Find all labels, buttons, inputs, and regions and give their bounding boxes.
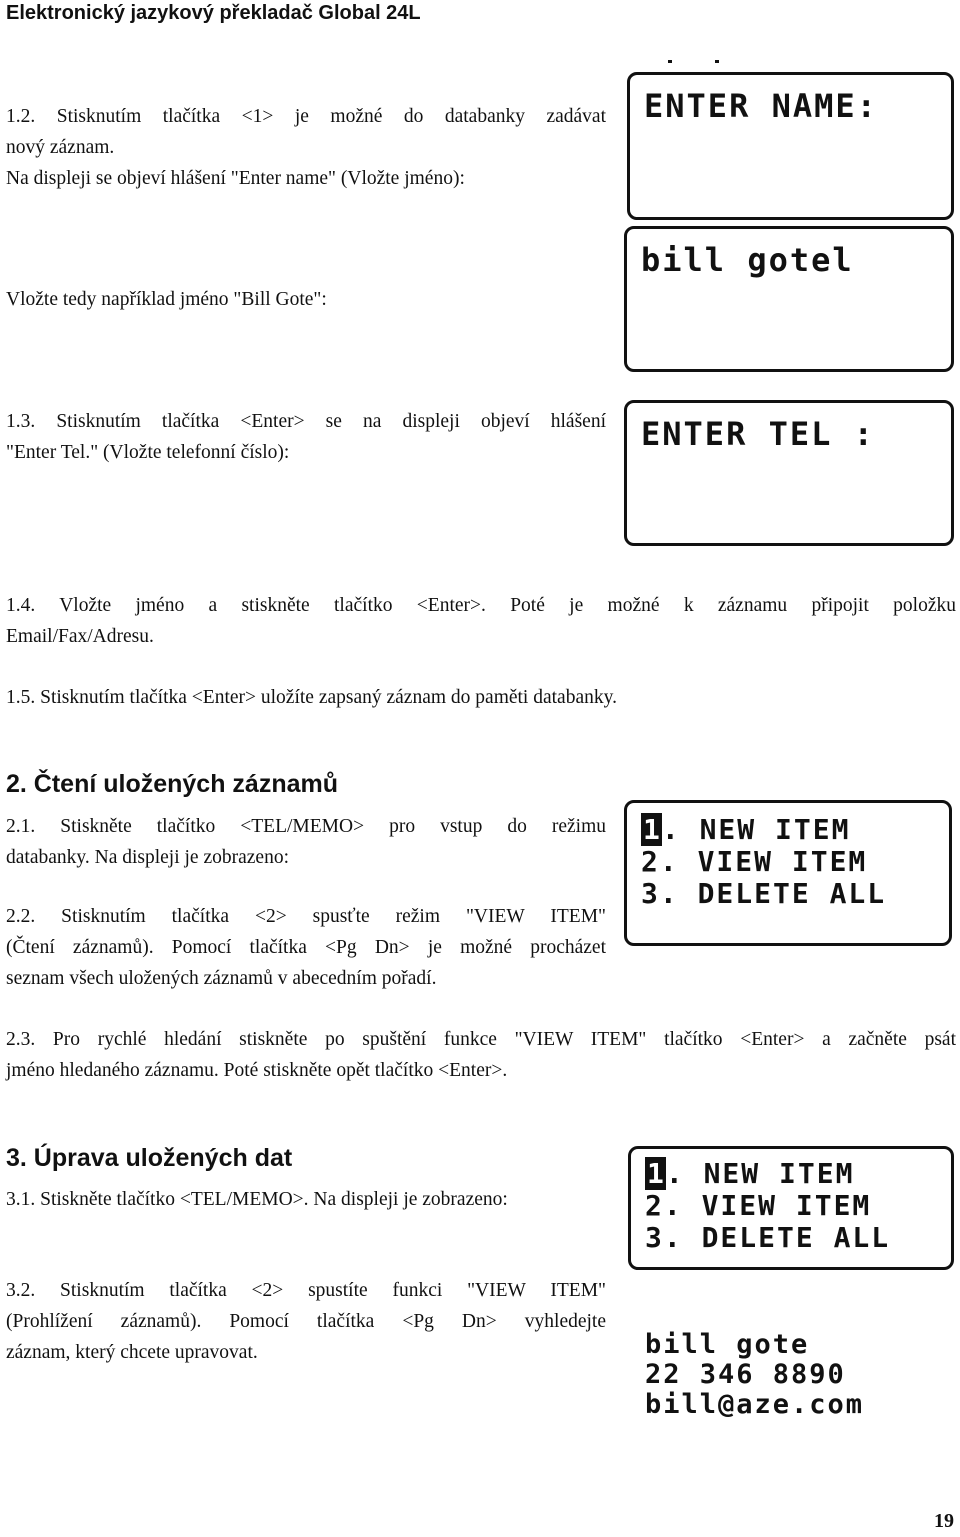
lcd-text-line: bill@aze.com [645, 1389, 865, 1420]
text-line: Na displeji se objeví hlášení "Enter name" (Vložte jméno): [6, 168, 465, 189]
text-line: seznam všech uložených záznamů v abecedním pořadí. [6, 968, 437, 989]
decorative-mark [715, 60, 719, 63]
text-line: 1.3. Stisknutím tlačítka <Enter> se na displeji objeví hlášení [6, 411, 606, 432]
text-line: (Prohlížení záznamů). Pomocí tlačítka <Pg Dn> vyhledejte [6, 1311, 606, 1332]
text-line: 1.5. Stisknutím tlačítka <Enter> uložíte zapsaný záznam do paměti databanky. [6, 687, 617, 708]
text-line: databanky. Na displeji je zobrazeno: [6, 847, 289, 868]
lcd-text-line: ENTER NAME: [644, 87, 878, 125]
paragraph-2-3 [6, 1024, 956, 1086]
lcd-enter-tel [624, 400, 954, 546]
text-line: 3.1. Stiskněte tlačítko <TEL/MEMO>. Na displeji je zobrazeno: [6, 1189, 508, 1210]
paragraph-2-2 [6, 901, 606, 994]
text-line: Vložte tedy například jméno "Bill Gote": [6, 289, 327, 310]
lcd-selected-number: 1 [647, 1157, 664, 1190]
lcd-menu-row: 2. VIEW ITEM [645, 1189, 872, 1222]
paragraph-1-3 [6, 406, 606, 468]
lcd-menu-display [624, 800, 952, 946]
lcd-enter-name [627, 72, 954, 220]
text-line: 1.2. Stisknutím tlačítka <1> je možné do databanky zadávat [6, 106, 606, 127]
paragraph-bill-gote [6, 284, 606, 315]
section-heading-3: 3. Úprava uložených dat [6, 1144, 293, 1172]
text-line: nový záznam. [6, 137, 115, 158]
lcd-menu-text: . NEW ITEM [665, 1157, 855, 1190]
text-line: 2.2. Stisknutím tlačítka <2> spusťte režim "VIEW ITEM" [6, 906, 606, 927]
document-header: Elektronický jazykový překladač Global 24L [6, 2, 421, 24]
text-line: 2.3. Pro rychlé hledání stiskněte po spuštění funkce "VIEW ITEM" tlačítko <Enter> a začněte psát [6, 1029, 956, 1050]
lcd-text-line: bill gotel [641, 241, 854, 279]
text-line: záznam, který chcete upravovat. [6, 1342, 258, 1363]
lcd-text-line: bill gote [645, 1329, 810, 1360]
lcd-menu-row [641, 813, 850, 846]
lcd-menu-row: 3. DELETE ALL [641, 877, 887, 910]
lcd-bill-gote [624, 226, 954, 372]
section-heading-2: 2. Čtení uložených záznamů [6, 770, 339, 798]
text-line: Email/Fax/Adresu. [6, 626, 154, 647]
paragraph-3-1 [6, 1184, 606, 1215]
lcd-text-line: 22 346 8890 [645, 1359, 846, 1390]
lcd-menu-row: 3. DELETE ALL [645, 1221, 891, 1254]
lcd-text-line: ENTER TEL : [641, 415, 875, 453]
paragraph-1-2 [6, 101, 606, 194]
text-line: (Čtení záznamů). Pomocí tlačítka <Pg Dn> je možné procházet [6, 937, 606, 958]
text-line: "Enter Tel." (Vložte telefonní číslo): [6, 442, 290, 463]
decorative-mark [668, 60, 672, 63]
paragraph-1-4 [6, 590, 956, 652]
lcd-menu-row [645, 1157, 854, 1190]
lcd-record-display [628, 1318, 954, 1436]
page-number: 19 [934, 1510, 954, 1532]
lcd-menu-text: . NEW ITEM [661, 813, 851, 846]
text-line: jméno hledaného záznamu. Poté stiskněte opět tlačítko <Enter>. [6, 1060, 508, 1081]
paragraph-1-5 [6, 682, 956, 713]
text-line: 1.4. Vložte jméno a stiskněte tlačítko <Enter>. Poté je možné k záznamu připojit položku [6, 595, 956, 616]
lcd-menu-display [628, 1146, 954, 1270]
lcd-selected-number: 1 [643, 813, 660, 846]
text-line: 2.1. Stiskněte tlačítko <TEL/MEMO> pro vstup do režimu [6, 816, 606, 837]
paragraph-3-2 [6, 1275, 606, 1368]
lcd-menu-row: 2. VIEW ITEM [641, 845, 868, 878]
text-line: 3.2. Stisknutím tlačítka <2> spustíte funkci "VIEW ITEM" [6, 1280, 606, 1301]
paragraph-2-1 [6, 811, 606, 873]
